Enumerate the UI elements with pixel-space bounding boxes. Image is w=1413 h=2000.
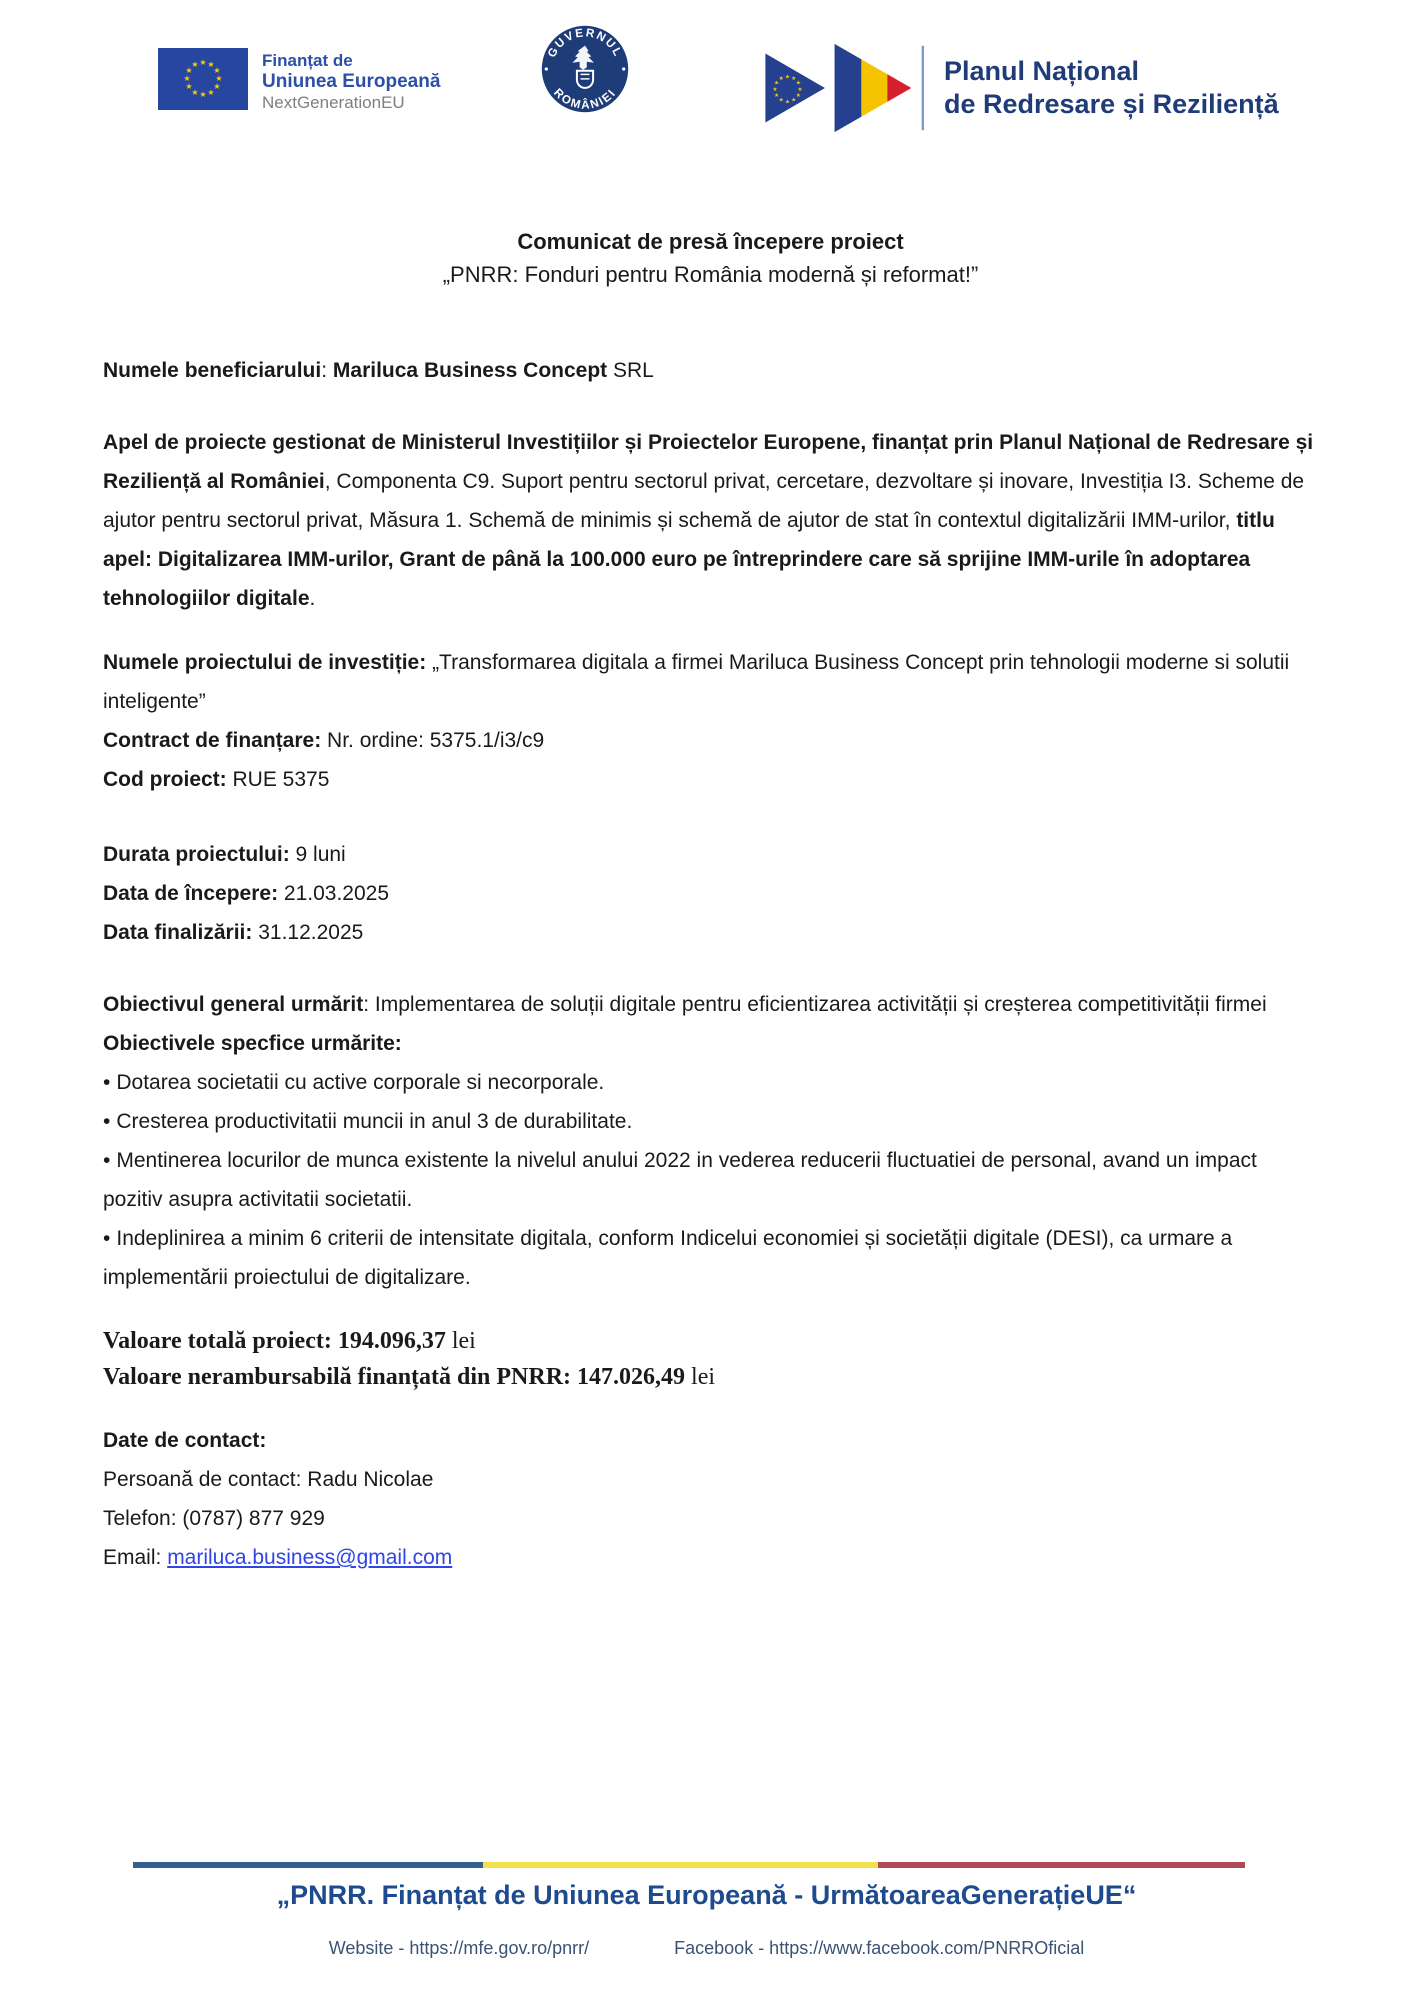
specific-objectives-label: Obiectivele specfice urmărite: <box>103 1032 402 1055</box>
svg-text:★: ★ <box>191 88 199 97</box>
call-bold-1: Apel de proiecte gestionat de Ministerul Investițiilor și Proiectelor Europene, finanțat prin Planul Național de Redresare și Reziliență al României <box>103 431 1314 493</box>
contact-phone-line: Telefon: (0787) 877 929 <box>103 1507 325 1530</box>
general-objective-line <box>103 985 1318 1024</box>
seal-bottom-text: ROMÂNIEI <box>551 86 619 112</box>
svg-text:★: ★ <box>185 66 193 75</box>
tricolor-red-segment <box>878 1862 1245 1868</box>
email-link[interactable]: mariluca.business@gmail.com <box>167 1546 453 1569</box>
general-objective-label: Obiectivul general urmărit <box>103 993 364 1016</box>
tricolor-blue-segment <box>133 1862 483 1868</box>
footer-links <box>0 1938 1413 1959</box>
start-date-line <box>103 874 1318 913</box>
total-value-bold: Valoare totală proiect: 194.096,37 <box>103 1328 446 1354</box>
contact-person-line: Persoană de contact: Radu Nicolae <box>103 1468 434 1491</box>
svg-text:★: ★ <box>778 76 784 83</box>
objective-text-3: Mentinerea locurilor de munca existente la nivelul anului 2022 in vederea reducerii fluctuatiei de personal, avand un impact pozitiv asupra activitatii societatii. <box>103 1149 1257 1211</box>
contact-email-line <box>103 1538 1318 1577</box>
contact-section <box>103 1421 1318 1577</box>
title-line2: „PNRR: Fonduri pentru România modernă și reformat!” <box>442 262 979 287</box>
objective-bullet-3 <box>103 1141 1318 1219</box>
beneficiary-suffix: SRL <box>607 359 654 382</box>
svg-text:★: ★ <box>784 99 791 106</box>
svg-text:★: ★ <box>215 74 223 83</box>
bullet-icon: • <box>103 1227 111 1250</box>
tricolor-yellow-segment <box>483 1862 878 1868</box>
grant-value-unit: lei <box>685 1364 716 1390</box>
contract-line <box>103 721 1318 760</box>
general-objective-value: : Implementarea de soluții digitale pentru eficientizarea activității și creșterea competitivității firmei <box>363 993 1267 1016</box>
timeline-info <box>103 835 1318 952</box>
objectives-section <box>103 985 1318 1297</box>
svg-text:★: ★ <box>784 74 791 81</box>
svg-text:★: ★ <box>199 58 207 67</box>
objective-bullet-4 <box>103 1219 1318 1297</box>
document-body <box>103 0 1318 1577</box>
svg-text:★: ★ <box>797 86 803 93</box>
svg-text:★: ★ <box>778 97 784 104</box>
svg-text:★: ★ <box>191 60 199 69</box>
project-code-value: RUE 5375 <box>226 768 330 791</box>
grant-value-bold: Valoare nerambursabilă finanțată din PNRR: 147.026,49 <box>103 1364 686 1390</box>
eu-funding-line1: Finanțat de <box>262 51 353 70</box>
footer-slogan: „PNRR. Finanțat de Uniunea Europeană - UrmătoareaGenerațieUE“ <box>276 1880 1137 1910</box>
end-date-value: 31.12.2025 <box>252 921 364 944</box>
objective-text-4: Indeplinirea a minim 6 criterii de intensitate digitala, conform Indicelui economiei și societății digitale (DESI), ca urmare a implementării proiectului de digitalizare. <box>103 1227 1233 1289</box>
footer-website: Website - https://mfe.gov.ro/pnrr/ <box>328 1938 590 1958</box>
document-title <box>103 225 1318 291</box>
objective-text-2: Cresterea productivitatii muncii in anul 3 de durabilitate. <box>116 1110 633 1133</box>
financial-values <box>103 1323 1318 1395</box>
eu-funding-line3: NextGenerationEU <box>262 93 405 112</box>
project-name-label: Numele proiectului de investiție: <box>103 651 427 674</box>
duration-label: Durata proiectului: <box>103 843 290 866</box>
svg-text:★: ★ <box>791 97 797 104</box>
footer-facebook: Facebook - https://www.facebook.com/PNRROficial <box>674 1938 1085 1958</box>
bullet-icon: • <box>103 1110 111 1133</box>
objective-bullet-2 <box>103 1102 1318 1141</box>
svg-text:★: ★ <box>791 76 797 83</box>
duration-value: 9 luni <box>289 843 346 866</box>
svg-text:★: ★ <box>207 60 215 69</box>
bullet-icon: • <box>103 1071 111 1094</box>
svg-text:★: ★ <box>213 82 221 91</box>
end-date-label: Data finalizării: <box>103 921 253 944</box>
project-name-value: „Transformarea digitala a firmei Mariluca Business Concept prin tehnologii moderne si solutii inteligente” <box>103 651 1290 713</box>
seal-top-text: GUVERNUL <box>545 26 625 60</box>
start-date-value: 21.03.2025 <box>278 882 390 905</box>
beneficiary-name: Mariluca Business Concept <box>332 359 608 382</box>
call-regular-1: , Componenta C9. Suport pentru sectorul privat, cercetare, dezvoltare și inovare, Investiția I3. Scheme de ajutor pentru sectorul privat, Măsura 1. Schemă de minimis și schemă de ajutor de stat în contextul digitalizării IMM-urilor, <box>103 470 1305 532</box>
svg-text:★: ★ <box>795 80 801 87</box>
start-date-label: Data de începere: <box>103 882 279 905</box>
total-value-line <box>103 1323 1318 1359</box>
beneficiary-line <box>103 351 1318 390</box>
pnrr-logo-line1: Planul Național <box>944 56 1140 86</box>
duration-line <box>103 835 1318 874</box>
call-paragraph <box>103 423 1318 618</box>
svg-text:★: ★ <box>207 88 215 97</box>
contact-heading: Date de contact: <box>103 1429 267 1452</box>
svg-text:★: ★ <box>183 74 191 83</box>
call-bold-2: titlu apel: Digitalizarea IMM-urilor, Grant de până la 100.000 euro pe întreprindere care să sprijine IMM-urile în adoptarea tehnologiilor digitale <box>103 509 1275 610</box>
call-regular-2: . <box>309 587 316 610</box>
eu-funding-line2: Uniunea Europeană <box>262 71 441 92</box>
svg-text:★: ★ <box>199 90 207 99</box>
svg-text:★: ★ <box>772 86 778 93</box>
objective-text-1: Dotarea societatii cu active corporale si necorporale. <box>116 1071 605 1094</box>
beneficiary-label: Numele beneficiarului <box>103 359 322 382</box>
grant-value-line <box>103 1359 1318 1395</box>
project-code-line <box>103 760 1318 799</box>
total-value-unit: lei <box>445 1328 476 1354</box>
project-code-label: Cod proiect: <box>103 768 227 791</box>
project-info <box>103 643 1318 799</box>
beneficiary-separator: : <box>321 359 333 382</box>
objective-bullet-1 <box>103 1063 1318 1102</box>
bullet-icon: • <box>103 1149 111 1172</box>
contract-value: Nr. ordine: 5375.1/i3/c9 <box>321 729 545 752</box>
svg-text:★: ★ <box>213 66 221 75</box>
svg-text:★: ★ <box>774 80 780 87</box>
svg-text:★: ★ <box>774 93 780 100</box>
title-line1: Comunicat de presă începere proiect <box>517 229 904 254</box>
end-date-line <box>103 913 1318 952</box>
svg-text:★: ★ <box>795 93 801 100</box>
tricolor-divider <box>133 1862 1245 1868</box>
project-name-line <box>103 643 1318 721</box>
contract-label: Contract de finanțare: <box>103 729 322 752</box>
email-label: Email: <box>103 1546 168 1569</box>
pnrr-logo-line2: de Redresare și Reziliență <box>944 89 1279 119</box>
svg-text:★: ★ <box>185 82 193 91</box>
